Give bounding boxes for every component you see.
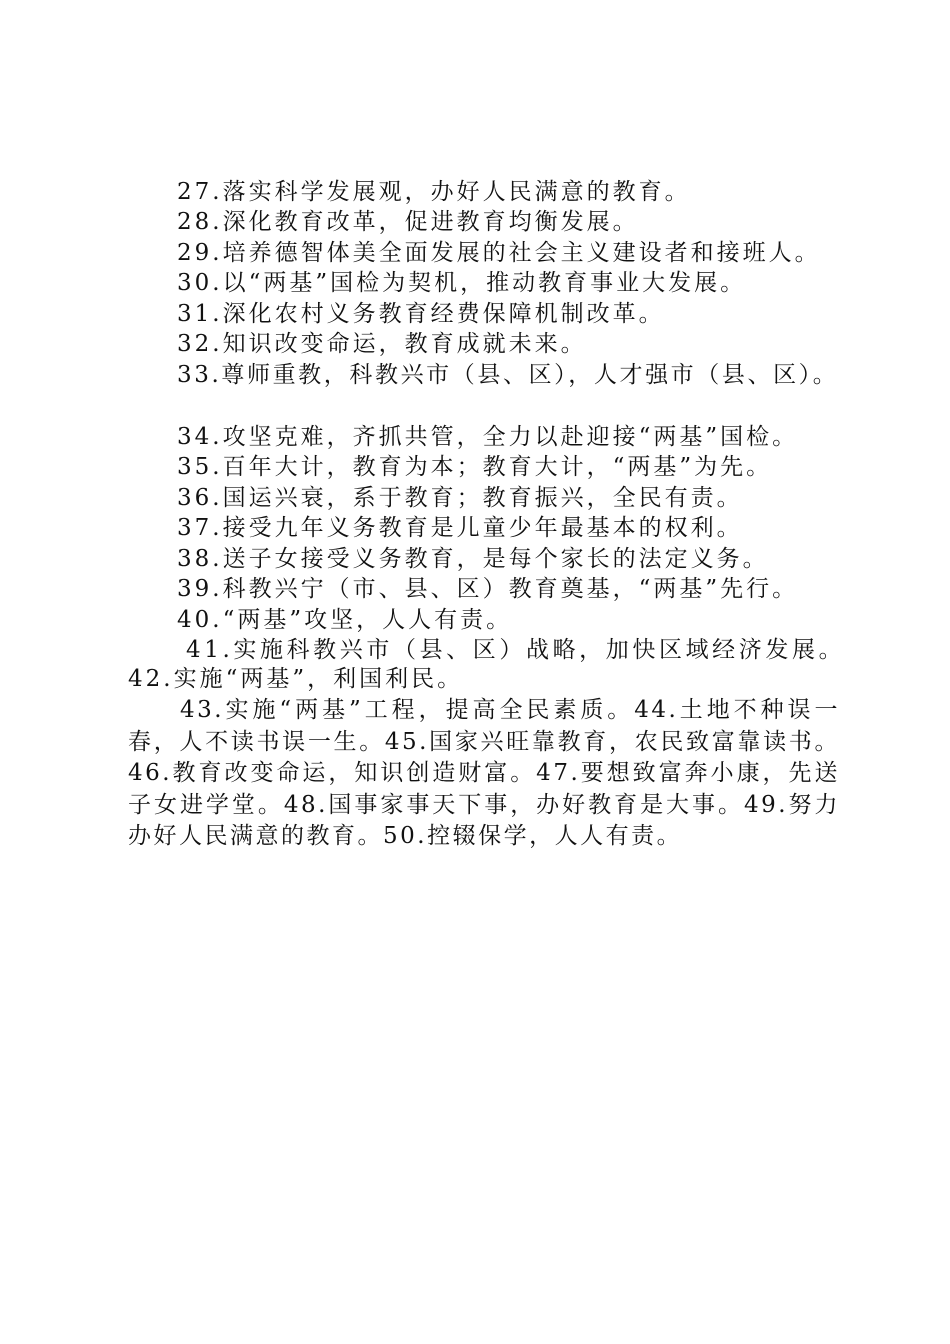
slogan-36: 36.国运兴衰，系于教育；教育振兴，全民有责。 — [177, 485, 743, 511]
slogan-33: 33.尊师重教，科教兴市（县、区），人才强市（县、区）。 — [177, 362, 839, 388]
slogan-37: 37.接受九年义务教育是儿童少年最基本的权利。 — [177, 515, 743, 541]
slogan-40: 40.“两基”攻坚，人人有责。 — [177, 607, 513, 633]
slogans-paragraph: 43.实施“两基”工程，提高全民素质。44.土地不种误一春，人不读书误一生。45.国家兴旺靠教育，农民致富靠读书。46.教育改变命运，知识创造财富。47.要想致富奔小康，先送子女进学堂。48.国事家事天下事，办好教育是大事。49.努力办好人民满意的教育。50.控辍保学，人人有责。 — [128, 697, 840, 849]
slogan-31: 31.深化农村义务教育经费保障机制改革。 — [177, 301, 665, 327]
slogan-28: 28.深化教育改革，促进教育均衡发展。 — [177, 209, 639, 235]
slogan-39: 39.科教兴宁（市、县、区）教育奠基，“两基”先行。 — [177, 576, 799, 602]
slogan-32: 32.知识改变命运，教育成就未来。 — [177, 331, 587, 357]
slogan-27: 27.落实科学发展观，办好人民满意的教育。 — [177, 179, 691, 205]
slogan-34: 34.攻坚克难，齐抓共管，全力以赴迎接“两基”国检。 — [177, 424, 799, 450]
slogan-41: 41.实施科教兴市（县、区）战略，加快区域经济发展。 — [186, 637, 846, 663]
slogan-30: 30.以“两基”国检为契机，推动教育事业大发展。 — [177, 270, 747, 296]
slogan-38: 38.送子女接受义务教育，是每个家长的法定义务。 — [177, 546, 769, 572]
slogan-29: 29.培养德智体美全面发展的社会主义建设者和接班人。 — [177, 240, 821, 266]
slogan-35: 35.百年大计，教育为本；教育大计，“两基”为先。 — [177, 454, 773, 480]
slogan-42: 42.实施“两基”，利国利民。 — [128, 666, 464, 692]
